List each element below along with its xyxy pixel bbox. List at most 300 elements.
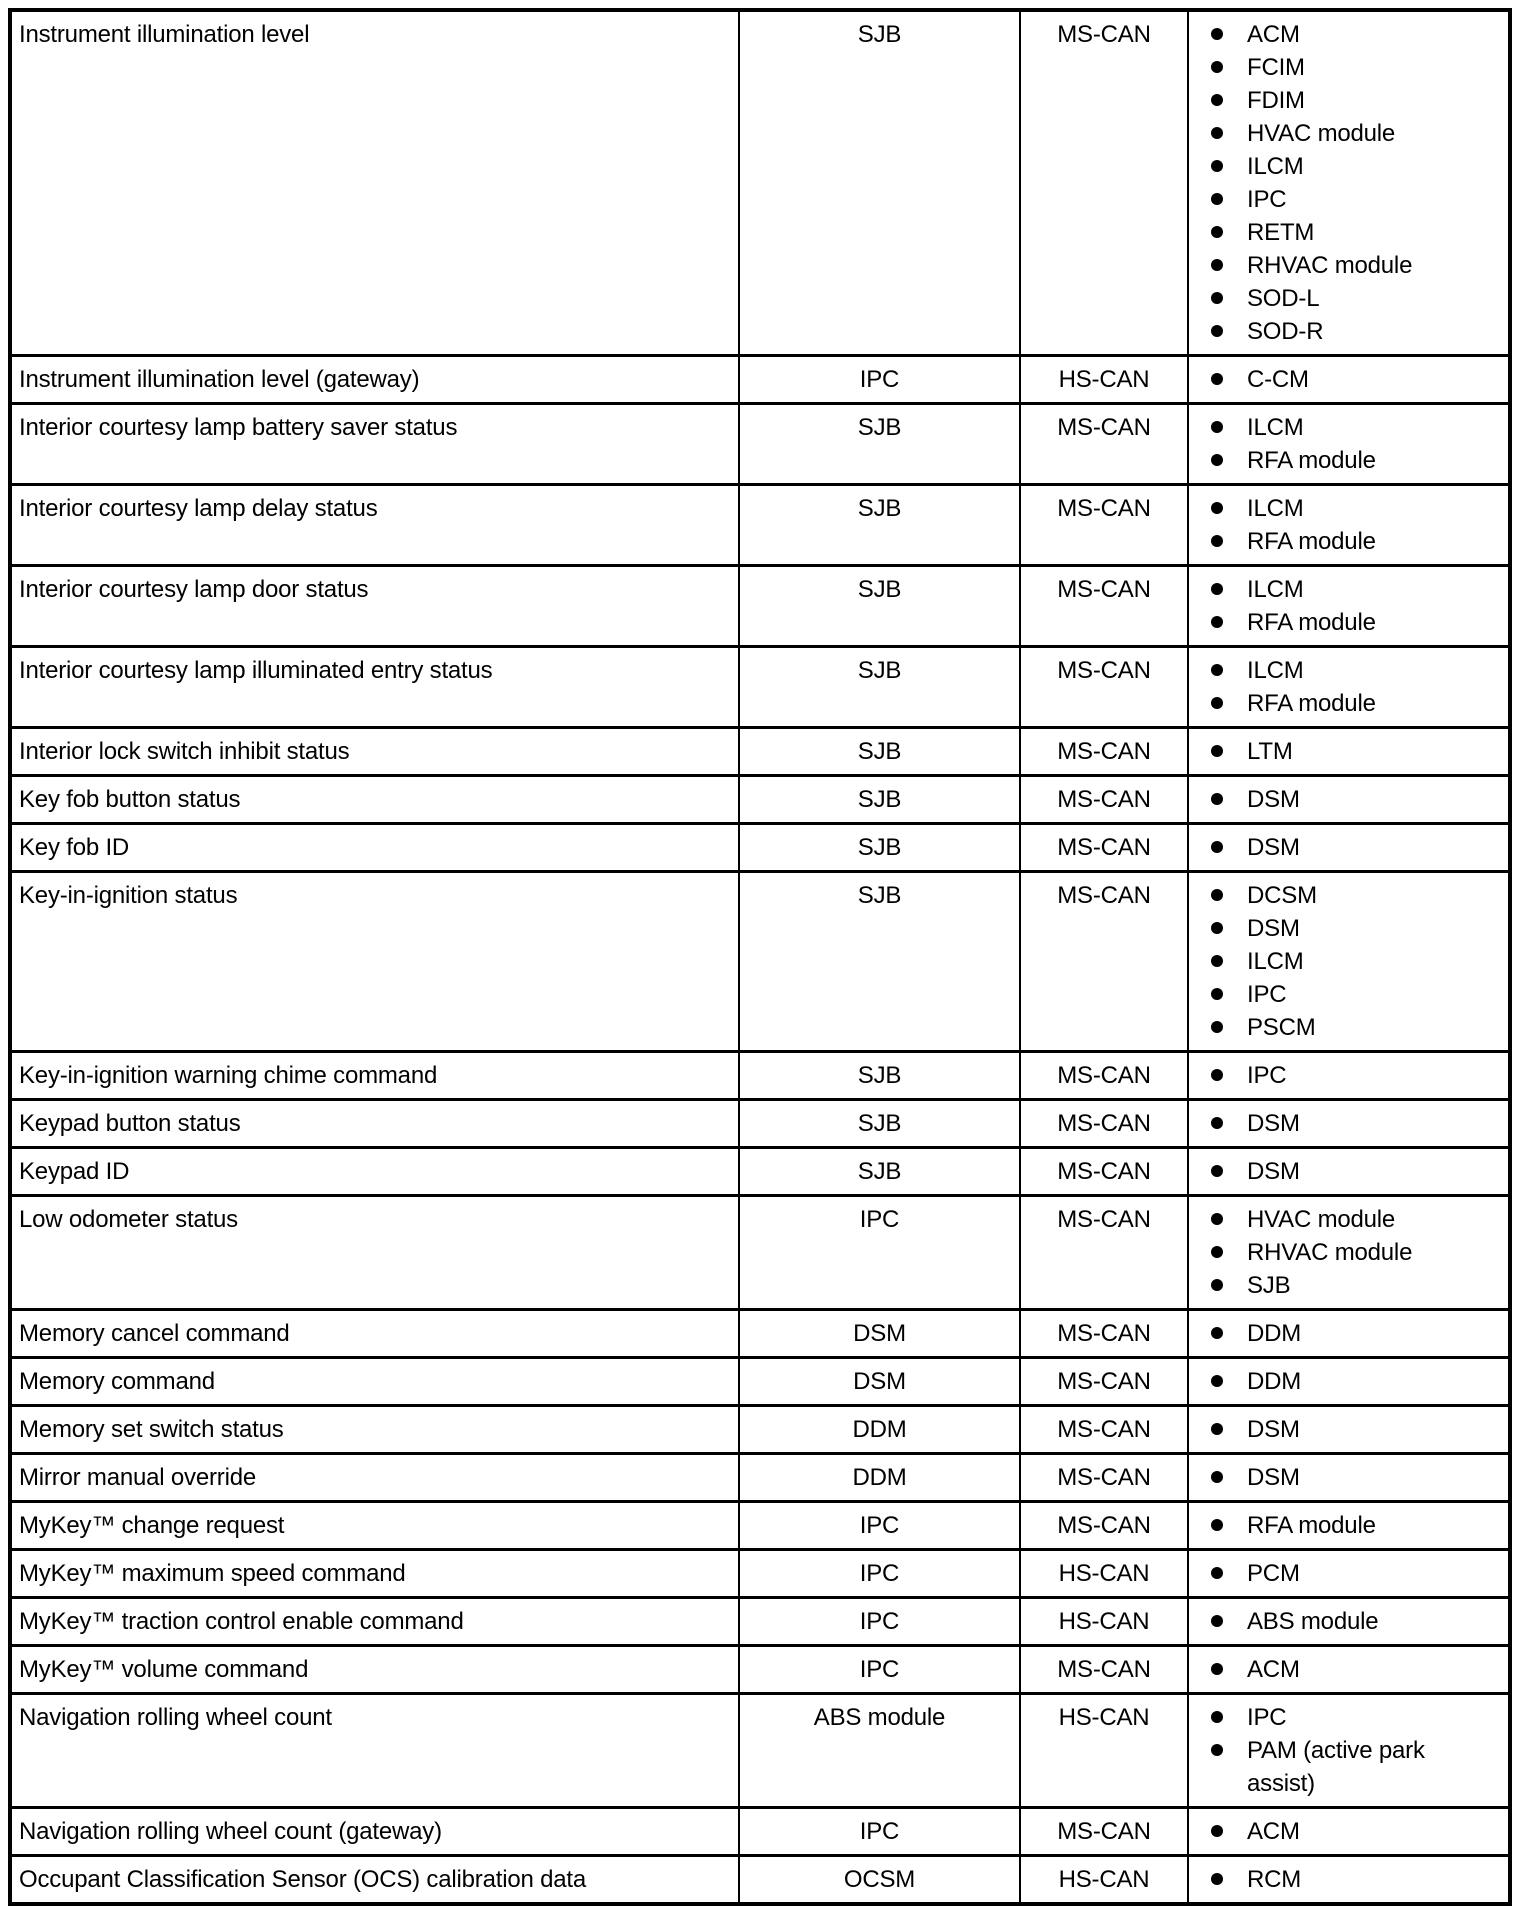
receiver-item — [1211, 444, 1494, 477]
message-text: Memory set switch status — [19, 1416, 284, 1443]
originator-cell — [739, 1310, 1020, 1358]
bullet-icon — [1211, 1279, 1223, 1291]
receivers-cell — [1188, 1502, 1510, 1550]
table-row — [10, 1454, 1510, 1502]
receivers-cell — [1188, 1406, 1510, 1454]
message-cell — [10, 728, 739, 776]
network-text: MS-CAN — [1057, 738, 1151, 765]
receiver-item — [1211, 1557, 1494, 1590]
message-text: Interior courtesy lamp door status — [19, 576, 369, 603]
receiver-item — [1211, 1236, 1494, 1269]
bullet-icon — [1211, 1711, 1223, 1723]
originator-cell — [739, 1694, 1020, 1808]
receiver-text: DSM — [1247, 1158, 1300, 1185]
originator-text: DSM — [853, 1368, 906, 1395]
originator-cell — [739, 728, 1020, 776]
message-cell — [10, 566, 739, 647]
originator-text: SJB — [857, 1158, 902, 1185]
originator-text: ABS module — [813, 1704, 946, 1731]
originator-text: OCSM — [843, 1866, 916, 1893]
network-cell — [1020, 1196, 1188, 1310]
network-text: MS-CAN — [1057, 576, 1151, 603]
receiver-list — [1189, 1653, 1494, 1686]
table-row — [10, 1694, 1510, 1808]
receiver-list — [1189, 831, 1494, 864]
originator-text: SJB — [857, 657, 902, 684]
receiver-item — [1211, 1701, 1494, 1734]
receiver-text: SJB — [1247, 1272, 1291, 1299]
receiver-text: SOD-R — [1247, 318, 1324, 345]
originator-cell — [739, 485, 1020, 566]
originator-cell — [739, 1196, 1020, 1310]
network-cell — [1020, 1100, 1188, 1148]
receiver-item — [1211, 411, 1494, 444]
network-text: MS-CAN — [1057, 834, 1151, 861]
originator-text: SJB — [857, 21, 902, 48]
message-text: Interior courtesy lamp delay status — [19, 495, 378, 522]
receiver-item — [1211, 216, 1494, 249]
message-text: Navigation rolling wheel count (gateway) — [19, 1818, 442, 1845]
originator-cell — [739, 1358, 1020, 1406]
message-cell — [10, 1550, 739, 1598]
bullet-icon — [1211, 1375, 1223, 1387]
receiver-item — [1211, 525, 1494, 558]
receiver-text: ACM — [1247, 1818, 1300, 1845]
originator-text: SJB — [857, 834, 902, 861]
receivers-cell — [1188, 1856, 1510, 1905]
originator-cell — [739, 1100, 1020, 1148]
message-text: MyKey™ traction control enable command — [19, 1608, 464, 1635]
table-row — [10, 824, 1510, 872]
message-cell — [10, 1358, 739, 1406]
receivers-cell — [1188, 1052, 1510, 1100]
network-cell — [1020, 1406, 1188, 1454]
bullet-icon — [1211, 325, 1223, 337]
receiver-item — [1211, 1155, 1494, 1188]
bullet-icon — [1211, 535, 1223, 547]
receiver-text: FCIM — [1247, 54, 1305, 81]
receiver-text: DDM — [1247, 1368, 1302, 1395]
message-text: Key fob ID — [19, 834, 130, 861]
receiver-item — [1211, 654, 1494, 687]
network-cell — [1020, 1454, 1188, 1502]
network-text: MS-CAN — [1057, 1158, 1151, 1185]
receiver-text: IPC — [1247, 186, 1287, 213]
receiver-item — [1211, 315, 1494, 348]
network-cell — [1020, 647, 1188, 728]
network-text: HS-CAN — [1058, 1608, 1150, 1635]
network-text: MS-CAN — [1057, 495, 1151, 522]
bullet-icon — [1211, 1825, 1223, 1837]
network-cell — [1020, 404, 1188, 485]
receiver-list — [1189, 1863, 1494, 1896]
originator-text: SJB — [857, 495, 902, 522]
receiver-item — [1211, 249, 1494, 282]
receiver-list — [1189, 1317, 1494, 1350]
receiver-item — [1211, 84, 1494, 117]
receiver-item — [1211, 1059, 1494, 1092]
receiver-item — [1211, 573, 1494, 606]
receiver-text: DSM — [1247, 786, 1300, 813]
table-row — [10, 1598, 1510, 1646]
table-row — [10, 1406, 1510, 1454]
message-cell — [10, 1856, 739, 1905]
receiver-list — [1189, 573, 1494, 639]
network-cell — [1020, 1646, 1188, 1694]
message-text: Memory command — [19, 1368, 215, 1395]
table-row — [10, 1358, 1510, 1406]
message-cell — [10, 1100, 739, 1148]
message-cell — [10, 1310, 739, 1358]
network-cell — [1020, 10, 1188, 356]
receiver-text: RHVAC module — [1247, 1239, 1413, 1266]
message-text: MyKey™ change request — [19, 1512, 285, 1539]
message-cell — [10, 824, 739, 872]
receiver-item — [1211, 912, 1494, 945]
receiver-text: ACM — [1247, 1656, 1300, 1683]
receiver-item — [1211, 1734, 1494, 1800]
network-cell — [1020, 728, 1188, 776]
table-row — [10, 776, 1510, 824]
message-text: Instrument illumination level (gateway) — [19, 366, 420, 393]
network-cell — [1020, 566, 1188, 647]
network-cell — [1020, 356, 1188, 404]
receiver-text: DDM — [1247, 1320, 1302, 1347]
bullet-icon — [1211, 988, 1223, 1000]
receiver-text: DSM — [1247, 1464, 1300, 1491]
network-text: HS-CAN — [1058, 1560, 1150, 1587]
receiver-item — [1211, 282, 1494, 315]
bullet-icon — [1211, 127, 1223, 139]
bullet-icon — [1211, 1567, 1223, 1579]
bullet-icon — [1211, 1873, 1223, 1885]
message-cell — [10, 1406, 739, 1454]
receivers-cell — [1188, 1310, 1510, 1358]
receiver-item — [1211, 51, 1494, 84]
network-cell — [1020, 1550, 1188, 1598]
originator-text: IPC — [859, 366, 900, 393]
message-text: Interior lock switch inhibit status — [19, 738, 350, 765]
receiver-list — [1189, 1107, 1494, 1140]
table-row — [10, 1310, 1510, 1358]
receiver-list — [1189, 1155, 1494, 1188]
bullet-icon — [1211, 1663, 1223, 1675]
table-row — [10, 1502, 1510, 1550]
receiver-list — [1189, 1059, 1494, 1092]
table-row — [10, 1100, 1510, 1148]
bullet-icon — [1211, 1246, 1223, 1258]
originator-text: SJB — [857, 786, 902, 813]
network-text: MS-CAN — [1057, 1062, 1151, 1089]
receiver-item — [1211, 117, 1494, 150]
receiver-text: ILCM — [1247, 948, 1304, 975]
table-row — [10, 356, 1510, 404]
bullet-icon — [1211, 28, 1223, 40]
receiver-list — [1189, 1461, 1494, 1494]
receiver-item — [1211, 783, 1494, 816]
originator-cell — [739, 1550, 1020, 1598]
message-text: Instrument illumination level — [19, 21, 310, 48]
receiver-text: DSM — [1247, 915, 1300, 942]
bullet-icon — [1211, 373, 1223, 385]
network-text: MS-CAN — [1057, 786, 1151, 813]
network-cell — [1020, 1052, 1188, 1100]
receivers-cell — [1188, 1196, 1510, 1310]
bullet-icon — [1211, 793, 1223, 805]
network-cell — [1020, 1856, 1188, 1905]
receivers-cell — [1188, 1694, 1510, 1808]
bullet-icon — [1211, 421, 1223, 433]
receiver-text: DSM — [1247, 1110, 1300, 1137]
network-text: MS-CAN — [1057, 1656, 1151, 1683]
receiver-list — [1189, 654, 1494, 720]
network-text: HS-CAN — [1058, 1704, 1150, 1731]
receiver-item — [1211, 1011, 1494, 1044]
network-cell — [1020, 1148, 1188, 1196]
receiver-list — [1189, 1605, 1494, 1638]
message-text: Key-in-ignition warning chime command — [19, 1062, 438, 1089]
receiver-text: RFA module — [1247, 447, 1376, 474]
receiver-item — [1211, 1203, 1494, 1236]
table-row — [10, 872, 1510, 1052]
receiver-list — [1189, 411, 1494, 477]
receiver-text: HVAC module — [1247, 120, 1396, 147]
receivers-cell — [1188, 1808, 1510, 1856]
receiver-item — [1211, 879, 1494, 912]
message-cell — [10, 1598, 739, 1646]
table-row — [10, 1808, 1510, 1856]
originator-text: DDM — [852, 1464, 907, 1491]
bullet-icon — [1211, 922, 1223, 934]
message-text: Keypad button status — [19, 1110, 241, 1137]
message-cell — [10, 1694, 739, 1808]
receiver-item — [1211, 1365, 1494, 1398]
receiver-list — [1189, 1413, 1494, 1446]
network-text: MS-CAN — [1057, 657, 1151, 684]
table-body — [10, 10, 1510, 1904]
message-cell — [10, 1052, 739, 1100]
receiver-text: ILCM — [1247, 153, 1304, 180]
receiver-list — [1189, 783, 1494, 816]
receiver-list — [1189, 1815, 1494, 1848]
bullet-icon — [1211, 160, 1223, 172]
table-row — [10, 485, 1510, 566]
receiver-text: IPC — [1247, 981, 1287, 1008]
receivers-cell — [1188, 1148, 1510, 1196]
receiver-text: ILCM — [1247, 576, 1304, 603]
network-cell — [1020, 872, 1188, 1052]
originator-cell — [739, 1454, 1020, 1502]
message-cell — [10, 1196, 739, 1310]
receiver-text: C-CM — [1247, 366, 1309, 393]
receiver-text: RFA module — [1247, 609, 1376, 636]
bullet-icon — [1211, 1165, 1223, 1177]
table-row — [10, 1052, 1510, 1100]
network-text: MS-CAN — [1057, 1320, 1151, 1347]
receiver-text: RFA module — [1247, 528, 1376, 555]
network-cell — [1020, 824, 1188, 872]
receivers-cell — [1188, 356, 1510, 404]
receiver-item — [1211, 1863, 1494, 1896]
receiver-text: LTM — [1247, 738, 1293, 765]
receivers-cell — [1188, 1646, 1510, 1694]
network-cell — [1020, 776, 1188, 824]
network-text: MS-CAN — [1057, 1110, 1151, 1137]
receiver-item — [1211, 735, 1494, 768]
originator-text: SJB — [857, 738, 902, 765]
can-message-table — [8, 8, 1512, 1906]
receiver-item — [1211, 1317, 1494, 1350]
receiver-text: ABS module — [1247, 1608, 1379, 1635]
originator-cell — [739, 1808, 1020, 1856]
receiver-item — [1211, 1269, 1494, 1302]
receiver-item — [1211, 831, 1494, 864]
network-text: MS-CAN — [1057, 1818, 1151, 1845]
originator-cell — [739, 566, 1020, 647]
originator-text: SJB — [857, 1062, 902, 1089]
receiver-item — [1211, 606, 1494, 639]
receiver-item — [1211, 1509, 1494, 1542]
table-row — [10, 1148, 1510, 1196]
receivers-cell — [1188, 485, 1510, 566]
network-text: MS-CAN — [1057, 1512, 1151, 1539]
receiver-item — [1211, 150, 1494, 183]
receivers-cell — [1188, 1100, 1510, 1148]
bullet-icon — [1211, 745, 1223, 757]
bullet-icon — [1211, 1327, 1223, 1339]
bullet-icon — [1211, 292, 1223, 304]
bullet-icon — [1211, 583, 1223, 595]
message-cell — [10, 1808, 739, 1856]
message-cell — [10, 1646, 739, 1694]
receiver-text: PAM (active park assist) — [1247, 1737, 1425, 1797]
receiver-text: ILCM — [1247, 657, 1304, 684]
originator-cell — [739, 1502, 1020, 1550]
receiver-item — [1211, 363, 1494, 396]
network-text: MS-CAN — [1057, 1206, 1151, 1233]
receivers-cell — [1188, 1358, 1510, 1406]
bullet-icon — [1211, 1423, 1223, 1435]
receivers-cell — [1188, 10, 1510, 356]
originator-cell — [739, 824, 1020, 872]
receiver-list — [1189, 1557, 1494, 1590]
receivers-cell — [1188, 404, 1510, 485]
receiver-item — [1211, 1815, 1494, 1848]
message-cell — [10, 1502, 739, 1550]
originator-text: IPC — [859, 1560, 900, 1587]
network-cell — [1020, 1310, 1188, 1358]
message-text: Interior courtesy lamp battery saver status — [19, 414, 458, 441]
receiver-text: FDIM — [1247, 87, 1305, 114]
message-text: Memory cancel command — [19, 1320, 290, 1347]
message-text: Key-in-ignition status — [19, 882, 238, 909]
bullet-icon — [1211, 1744, 1223, 1756]
table-row — [10, 1646, 1510, 1694]
receiver-text: DCSM — [1247, 882, 1317, 909]
originator-cell — [739, 1598, 1020, 1646]
receiver-text: IPC — [1247, 1062, 1287, 1089]
receiver-item — [1211, 1107, 1494, 1140]
receivers-cell — [1188, 872, 1510, 1052]
receivers-cell — [1188, 566, 1510, 647]
receiver-list — [1189, 1365, 1494, 1398]
originator-cell — [739, 647, 1020, 728]
receiver-text: ILCM — [1247, 414, 1304, 441]
bullet-icon — [1211, 259, 1223, 271]
originator-text: SJB — [857, 414, 902, 441]
receiver-text: RHVAC module — [1247, 252, 1413, 279]
message-cell — [10, 1148, 739, 1196]
bullet-icon — [1211, 616, 1223, 628]
originator-cell — [739, 404, 1020, 485]
network-text: HS-CAN — [1058, 366, 1150, 393]
receiver-item — [1211, 1605, 1494, 1638]
table-row — [10, 1856, 1510, 1905]
receiver-item — [1211, 1653, 1494, 1686]
receivers-cell — [1188, 1598, 1510, 1646]
originator-text: SJB — [857, 576, 902, 603]
originator-cell — [739, 10, 1020, 356]
message-text: Key fob button status — [19, 786, 241, 813]
message-text: Keypad ID — [19, 1158, 130, 1185]
bullet-icon — [1211, 1213, 1223, 1225]
originator-text: DSM — [853, 1320, 906, 1347]
bullet-icon — [1211, 1519, 1223, 1531]
message-cell — [10, 647, 739, 728]
receiver-text: ILCM — [1247, 495, 1304, 522]
message-cell — [10, 872, 739, 1052]
originator-cell — [739, 776, 1020, 824]
receiver-item — [1211, 18, 1494, 51]
receiver-text: SOD-L — [1247, 285, 1320, 312]
originator-text: IPC — [859, 1608, 900, 1635]
originator-text: IPC — [859, 1206, 900, 1233]
receiver-list — [1189, 1203, 1494, 1302]
receiver-list — [1189, 879, 1494, 1044]
bullet-icon — [1211, 1069, 1223, 1081]
table-row — [10, 1550, 1510, 1598]
network-text: MS-CAN — [1057, 21, 1151, 48]
table-row — [10, 566, 1510, 647]
originator-text: IPC — [859, 1656, 900, 1683]
message-cell — [10, 776, 739, 824]
originator-text: SJB — [857, 882, 902, 909]
network-text: MS-CAN — [1057, 1416, 1151, 1443]
bullet-icon — [1211, 193, 1223, 205]
receiver-item — [1211, 1461, 1494, 1494]
bullet-icon — [1211, 889, 1223, 901]
receiver-text: RFA module — [1247, 1512, 1376, 1539]
receiver-item — [1211, 492, 1494, 525]
receiver-text: RETM — [1247, 219, 1315, 246]
originator-text: SJB — [857, 1110, 902, 1137]
network-text: MS-CAN — [1057, 1368, 1151, 1395]
originator-text: IPC — [859, 1818, 900, 1845]
network-text: HS-CAN — [1058, 1866, 1150, 1893]
bullet-icon — [1211, 1615, 1223, 1627]
bullet-icon — [1211, 955, 1223, 967]
network-cell — [1020, 1808, 1188, 1856]
receiver-item — [1211, 1413, 1494, 1446]
network-text: MS-CAN — [1057, 414, 1151, 441]
message-text: Navigation rolling wheel count — [19, 1704, 332, 1731]
message-text: Low odometer status — [19, 1206, 238, 1233]
receiver-list — [1189, 735, 1494, 768]
originator-text: IPC — [859, 1512, 900, 1539]
network-cell — [1020, 1694, 1188, 1808]
network-cell — [1020, 1358, 1188, 1406]
receivers-cell — [1188, 776, 1510, 824]
